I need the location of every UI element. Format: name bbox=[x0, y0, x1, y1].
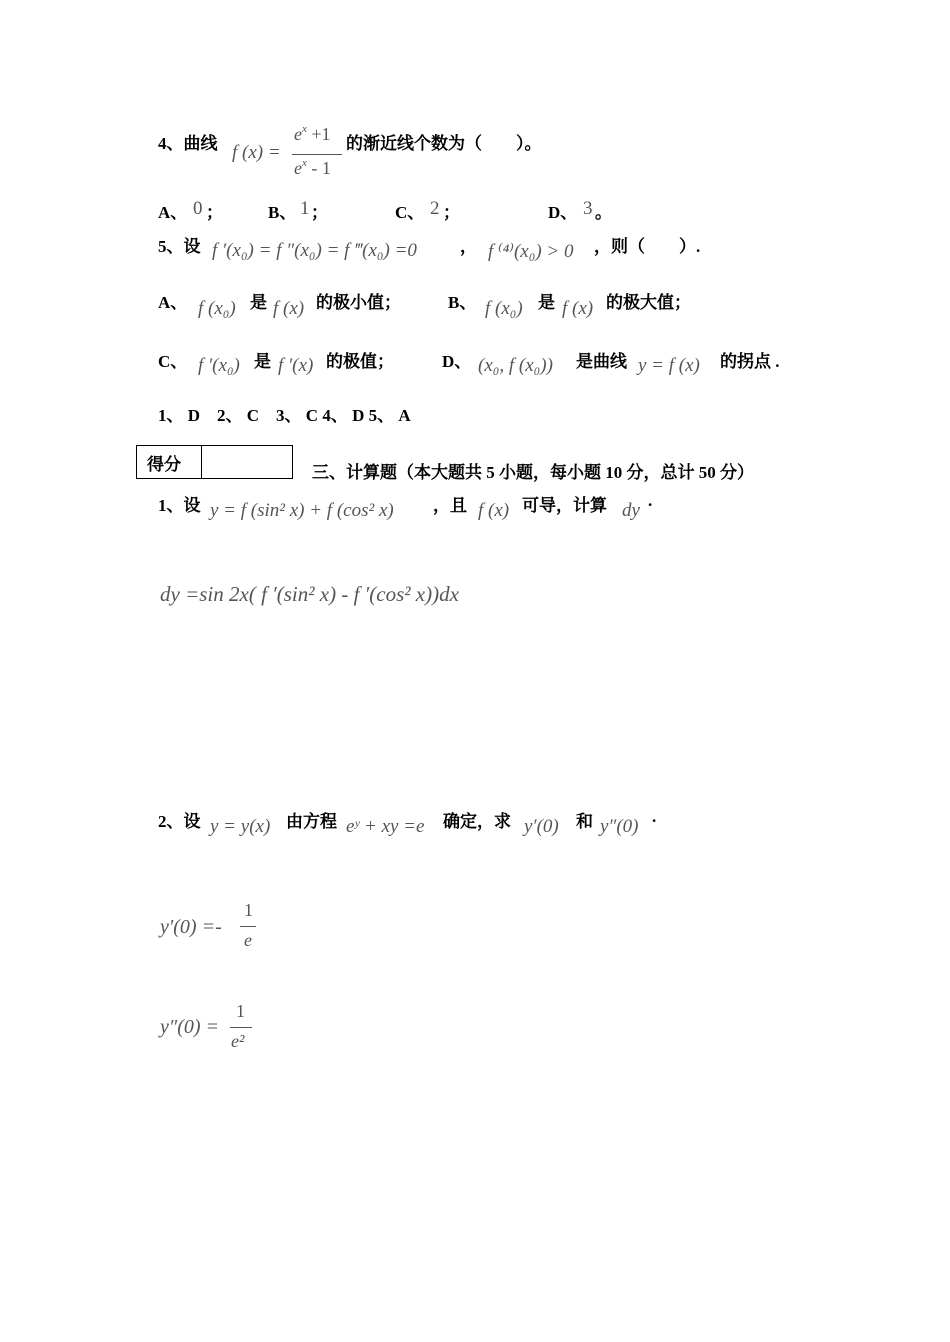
q5-option-b-math-2: f (x) bbox=[562, 298, 594, 319]
q5-option-d-text-2: 的拐点 . bbox=[720, 352, 780, 371]
q5-option-d-label: D、 bbox=[442, 352, 472, 371]
q4-num-exp: x bbox=[302, 123, 307, 135]
q5-option-d-text-1: 是曲线 bbox=[576, 352, 627, 371]
q5-option-b-math-1: f (x₀) bbox=[485, 298, 523, 319]
q5-option-c-text-2: 的极值； bbox=[326, 352, 394, 371]
c2-prefix: 2、设 bbox=[158, 812, 201, 831]
score-value bbox=[202, 446, 293, 479]
c2-text-2: 确定，求 bbox=[443, 812, 511, 831]
q4-option-d-label: D、 bbox=[548, 203, 578, 222]
q5-option-c-math-2: f ′(x) bbox=[278, 355, 314, 376]
c2-y2: y″(0) bbox=[600, 816, 639, 837]
answer-key: 1、 D 2、 C 3、 C 4、 D 5、 A bbox=[158, 406, 411, 425]
q4-function-label: f (x) = bbox=[232, 142, 281, 163]
q4-option-d-end: 。 bbox=[595, 203, 612, 222]
q4-option-c-label: C、 bbox=[395, 203, 425, 222]
q5-suffix: ，则（ ）. bbox=[594, 237, 701, 256]
c1-fx: f (x) bbox=[478, 500, 510, 521]
q5-option-c-text-1: 是 bbox=[254, 352, 271, 371]
c2-text-3: 和 bbox=[576, 812, 593, 831]
c2-answer-2-bar bbox=[230, 1027, 252, 1028]
q4-option-d-value: 3 bbox=[583, 198, 593, 219]
q4-den-base: e bbox=[294, 158, 302, 178]
c2-answer-2-lhs: y″(0) = bbox=[160, 1016, 220, 1038]
q4-option-b-end: ； bbox=[311, 203, 328, 222]
q5-option-b-text-2: 的极大值； bbox=[606, 293, 691, 312]
c1-end: . bbox=[648, 491, 653, 510]
q4-denominator bbox=[294, 158, 331, 179]
q5-option-d-math-2: y = f (x) bbox=[638, 355, 700, 376]
c2-answer-1-lhs: y′(0) =- bbox=[160, 916, 222, 938]
q5-option-a-text-2: 的极小值； bbox=[316, 293, 401, 312]
q5-option-a-math-1: f (x₀) bbox=[198, 298, 236, 319]
c2-y1: y′(0) bbox=[524, 816, 559, 837]
q4-option-b-value: 1 bbox=[300, 198, 310, 219]
q5-option-d-math-1: (x₀, f (x₀)) bbox=[478, 355, 553, 376]
q5-option-a-math-2: f (x) bbox=[273, 298, 305, 319]
c1-text-2: 可导，计算 bbox=[522, 496, 607, 515]
q4-option-c-value: 2 bbox=[430, 198, 440, 219]
q5-condition-2: f ⁽⁴⁾(x₀) > 0 bbox=[488, 241, 574, 262]
c1-dy: dy bbox=[622, 500, 640, 521]
q4-den-tail: - 1 bbox=[306, 158, 331, 178]
q4-fraction-bar bbox=[292, 154, 342, 155]
score-box bbox=[136, 445, 293, 479]
c1-text-1: ，且 bbox=[433, 496, 467, 515]
q5-condition-1: f ′(x₀) = f ″(x₀) = f ‴(x₀) =0 bbox=[212, 240, 417, 261]
q5-comma: ， bbox=[460, 237, 477, 256]
q4-option-a-value: 0 bbox=[193, 198, 203, 219]
q4-option-a-end: ； bbox=[206, 203, 223, 222]
c2-answer-2-num: 1 bbox=[236, 1001, 245, 1021]
c2-answer-1-bar bbox=[240, 926, 256, 927]
q4-option-c-end: ； bbox=[443, 203, 460, 222]
q4-option-a-label: A、 bbox=[158, 203, 188, 222]
section-3-title: 三、计算题（本大题共 5 小题，每小题 10 分，总计 50 分） bbox=[312, 463, 754, 482]
q5-prefix: 5、设 bbox=[158, 237, 201, 256]
q5-option-c-math-1: f ′(x₀) bbox=[198, 355, 240, 376]
c2-end: . bbox=[652, 807, 657, 826]
q4-prefix: 4、曲线 bbox=[158, 134, 218, 153]
c1-expression: y = f (sin² x) + f (cos² x) bbox=[210, 500, 394, 521]
q4-numerator bbox=[294, 124, 331, 145]
q4-num-base: e bbox=[294, 124, 302, 144]
q5-option-b-text-1: 是 bbox=[538, 293, 555, 312]
c2-text-1: 由方程 bbox=[286, 812, 337, 831]
q4-option-b-label: B、 bbox=[268, 203, 297, 222]
c2-answer-1-den: e bbox=[244, 930, 252, 950]
q5-option-a-text-1: 是 bbox=[250, 293, 267, 312]
c1-prefix: 1、设 bbox=[158, 496, 201, 515]
c2-answer-2-den: e² bbox=[231, 1031, 245, 1051]
q4-den-exp: x bbox=[302, 157, 307, 169]
c2-yx: y = y(x) bbox=[210, 816, 271, 837]
c2-equation: eʸ + xy =e bbox=[346, 816, 425, 837]
q4-suffix: 的渐近线个数为（ ）。 bbox=[346, 134, 542, 153]
q4-num-tail: +1 bbox=[306, 124, 331, 144]
q5-option-b-label: B、 bbox=[448, 293, 477, 312]
q5-option-a-label: A、 bbox=[158, 293, 188, 312]
q5-option-c-label: C、 bbox=[158, 352, 188, 371]
c1-answer: dy =sin 2x( f ′(sin² x) - f ′(cos² x))dx bbox=[160, 582, 459, 606]
score-label: 得分 bbox=[137, 446, 202, 479]
c2-answer-1-num: 1 bbox=[244, 900, 253, 920]
